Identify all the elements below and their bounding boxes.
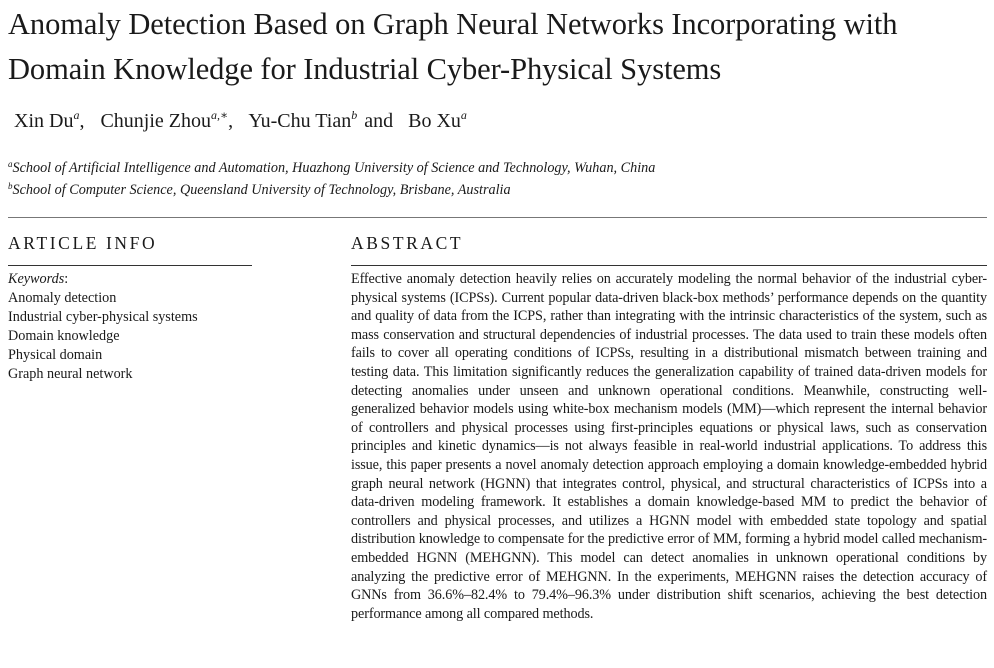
keywords-section (8, 270, 198, 384)
affiliation (8, 157, 655, 179)
author-name-text: Bo Xu (408, 110, 461, 132)
affiliation-list (8, 157, 655, 201)
author-name-text: Xin Du (14, 110, 74, 132)
author-name-text: Chunjie Zhou (100, 110, 211, 132)
author-name (248, 110, 357, 132)
abstract-divider (351, 265, 987, 266)
author-list (14, 108, 467, 134)
affiliation (8, 179, 655, 201)
author-separator: , (79, 110, 85, 132)
keyword: Physical domain (8, 347, 103, 363)
author-name (14, 110, 79, 132)
affiliation-text: School of Computer Science, Queensland University of Technology, Brisbane, Australia (12, 182, 511, 198)
abstract-heading: ABSTRACT (351, 233, 464, 253)
author-conjunction: and (364, 110, 394, 132)
keyword: Graph neural network (8, 366, 133, 382)
author-separator: , (228, 110, 234, 132)
header-divider (8, 217, 987, 218)
abstract-body: Effective anomaly detection heavily relies on accurately modeling the normal behavior of the industrial cyber-physical systems (ICPSs). Current popular data-driven black-box methods’ performance depends on the quantity and quality of data from the ICPS, rather than integrating with the intrinsic characteristics of the system, such as mass conservation and structural dependencies of industrial processes. The data used to train these models often fails to cover all operating conditions of ICPSs, resulting in a distributional mismatch between training and testing data. This limitation significantly reduces the generalization capability of trained data-driven models for detecting anomalies under unseen and unknown operational conditions. Meanwhile, constructing well-generalized behavior models using white-box mechanism models (MM)—which represent the internal behavior of controllers and physical processes using first-principles equations or physical laws, such as conservation principles and kinetic dynamics—is not always feasible in real-world industrial applications. To address this issue, this paper presents a novel anomaly detection approach employing a domain knowledge-embedded hybrid graph neural network (HGNN) that integrates control, physical, and structural characteristics of ICPSs into a data-driven modeling framework. It establishes a domain knowledge-based MM to predict the behavior of controllers and physical processes, and utilizes a HGNN model with embedded state topology and spatial distribution knowledge to compensate for the predictive error of MM, forming a hybrid model called mechanism-embedded HGNN (MEHGNN). This model can detect anomalies in unknown operational conditions by analyzing the predictive error of MEHGNN. In the experiments, MEHGNN raises the detection accuracy of GNNs from 36.6%–82.4% to 79.4%–96.3% under distribution shift scenarios, achieving the best detection performance among all compared methods. (351, 271, 987, 622)
keywords-label-line: Keywords: (8, 271, 69, 287)
author-affiliation-mark: a,∗ (211, 108, 229, 122)
author-name (100, 110, 228, 132)
author-name (408, 110, 467, 132)
keyword: Industrial cyber-physical systems (8, 309, 198, 325)
author-affiliation-mark: a (73, 108, 80, 122)
keyword: Domain knowledge (8, 328, 120, 344)
author-name-text: Yu-Chu Tian (248, 110, 352, 132)
affiliation-mark: a (8, 159, 13, 169)
affiliation-text: School of Artificial Intelligence and Automation, Huazhong University of Science and Technology, Wuhan, China (12, 160, 656, 176)
affiliation-mark: b (8, 181, 13, 191)
article-info-heading: ARTICLE INFO (8, 233, 158, 253)
keyword: Anomaly detection (8, 290, 117, 306)
article-info-divider (8, 265, 252, 266)
author-affiliation-mark: a (460, 108, 467, 122)
author-affiliation-mark: b (351, 108, 358, 122)
keywords-label: Keywords (8, 271, 65, 287)
paper-title: Anomaly Detection Based on Graph Neural Networks Incorporating with Domain Knowledge for Industrial Cyber-Physical Systems (8, 7, 898, 86)
